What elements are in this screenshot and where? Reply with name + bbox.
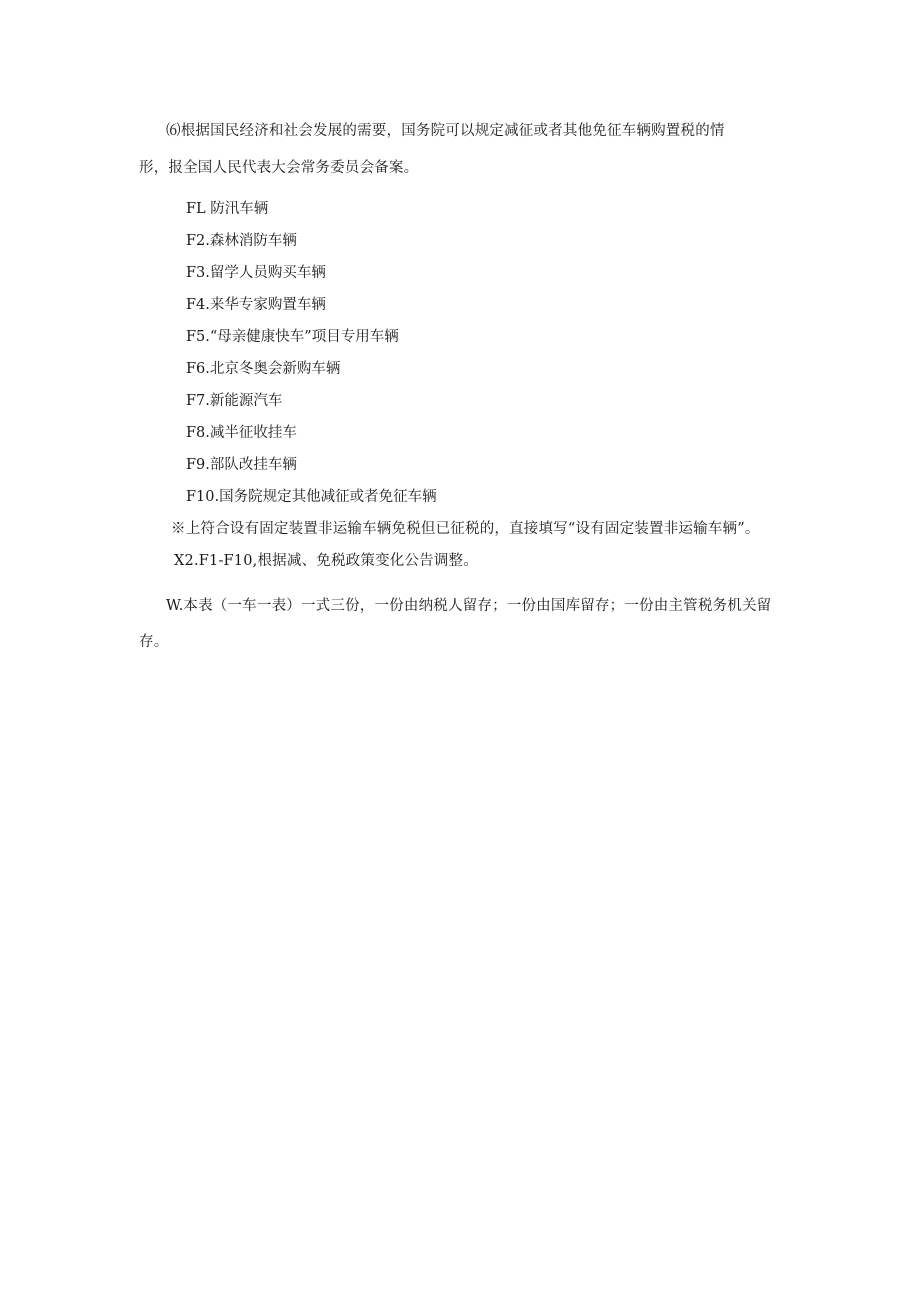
list-item-f6: F6.北京冬奥会新购车辆 (186, 361, 341, 377)
paragraph-w-line-1: W.本表（一车一表）一式三份，一份由纳税人留存；一份由国库留存；一份由主管税务机关留 (166, 598, 772, 614)
paragraph-6-line-1: ⑹根据国民经济和社会发展的需要，国务院可以规定减征或者其他免征车辆购置税的情 (166, 123, 725, 139)
paragraph-6-line-2: 形，报全国人民代表大会常务委员会备案。 (139, 160, 419, 176)
list-item-f7: F7.新能源汽车 (186, 393, 283, 409)
paragraph-w-line-2: 存。 (139, 634, 169, 650)
note-2: X2.F1-F10,根据减、免税政策变化公告调整。 (174, 553, 478, 569)
list-item-f9: F9.部队改挂车辆 (186, 457, 297, 473)
list-item-f8: F8.减半征收挂车 (186, 425, 297, 441)
list-item-f1: FL 防汛车辆 (186, 201, 269, 217)
list-item-f5: F5.“母亲健康快车”项目专用车辆 (186, 329, 399, 345)
note-1: ※上符合设有固定装置非运输车辆免税但已征税的，直接填写“设有固定装置非运输车辆”。 (171, 521, 760, 537)
list-item-f4: F4.来华专家购置车辆 (186, 297, 326, 313)
list-item-f2: F2.森林消防车辆 (186, 233, 297, 249)
list-item-f3: F3.留学人员购买车辆 (186, 265, 326, 281)
list-item-f10: F10.国务院规定其他减征或者免征车辆 (186, 489, 437, 505)
